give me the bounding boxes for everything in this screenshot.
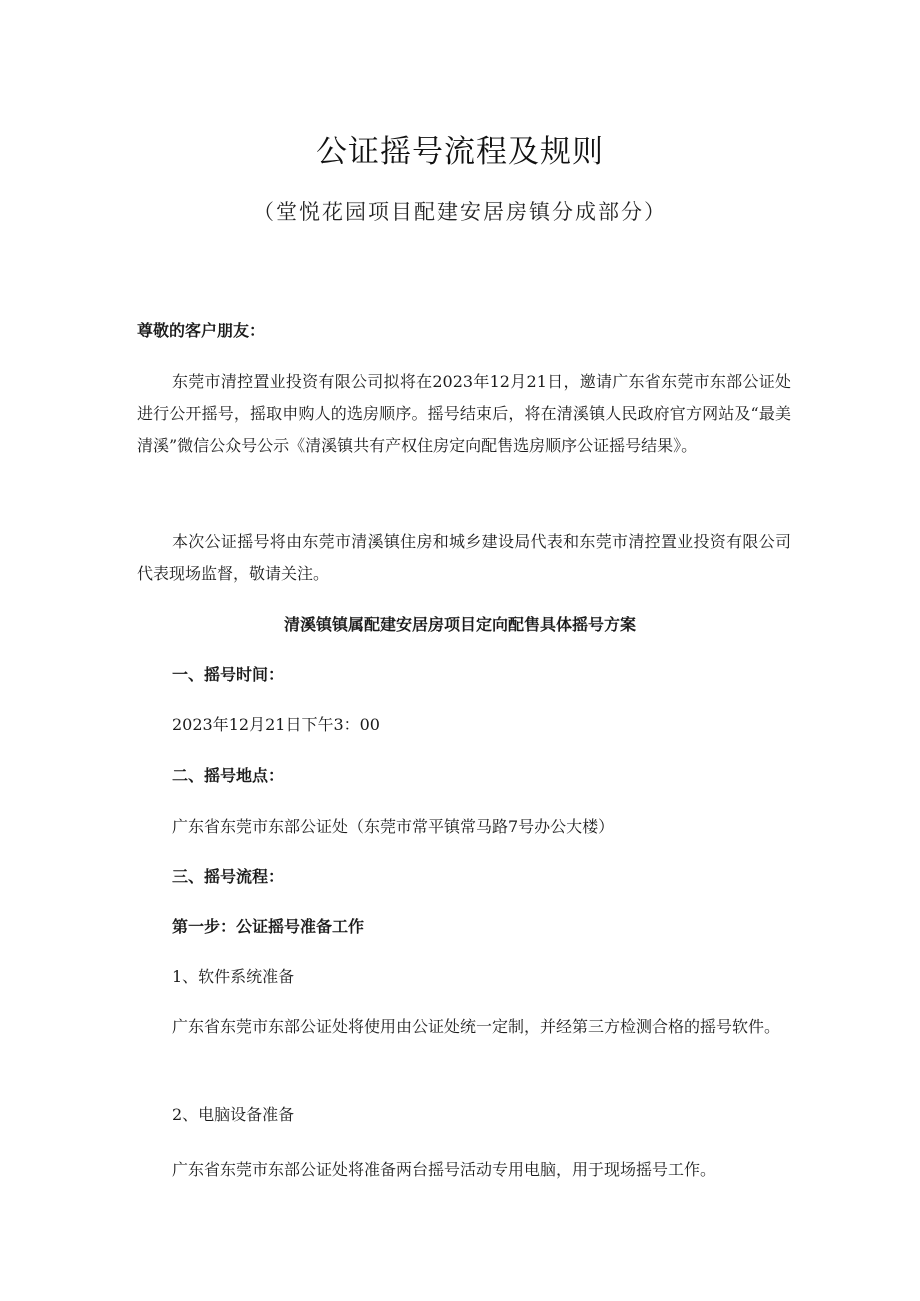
section-time-value: 2023年12月21日下午3：00 (172, 715, 380, 734)
section-location-heading: 二、摇号地点： (172, 766, 285, 785)
section-location-value: 广东省东莞市东部公证处（东莞市常平镇常马路7号办公大楼） (172, 817, 615, 836)
item2-heading: 2、电脑设备准备 (172, 1105, 295, 1124)
intro-paragraph-2: 本次公证摇号将由东莞市清溪镇住房和城乡建设局代表和东莞市清控置业投资有限公司代表现场监督，敬请关注。 (137, 532, 791, 583)
greeting: 尊敬的客户朋友： (137, 321, 266, 340)
document-subtitle: （堂悦花园项目配建安居房镇分成部分） (253, 200, 667, 224)
intro-paragraph-1: 东莞市清控置业投资有限公司拟将在2023年12月21日，邀请广东省东莞市东部公证处进行公开摇号，摇取申购人的选房顺序。摇号结束后，将在清溪镇人民政府官方网站及“最美清溪”微信公众号公示《清溪镇共有产权住房定向配售选房顺序公证摇号结果》。 (137, 372, 791, 455)
step1-heading: 第一步：公证摇号准备工作 (172, 917, 365, 936)
item1-text: 广东省东莞市东部公证处将使用由公证处统一定制，并经第三方检测合格的摇号软件。 (172, 1017, 781, 1036)
item1-heading: 1、软件系统准备 (172, 967, 295, 986)
document-title: 公证摇号流程及规则 (316, 134, 604, 170)
item2-text: 广东省东莞市东部公证处将准备两台摇号活动专用电脑，用于现场摇号工作。 (172, 1160, 717, 1179)
section-time-heading: 一、摇号时间： (172, 665, 285, 684)
plan-heading: 清溪镇镇属配建安居房项目定向配售具体摇号方案 (283, 615, 636, 634)
section-process-heading: 三、摇号流程： (172, 867, 285, 886)
